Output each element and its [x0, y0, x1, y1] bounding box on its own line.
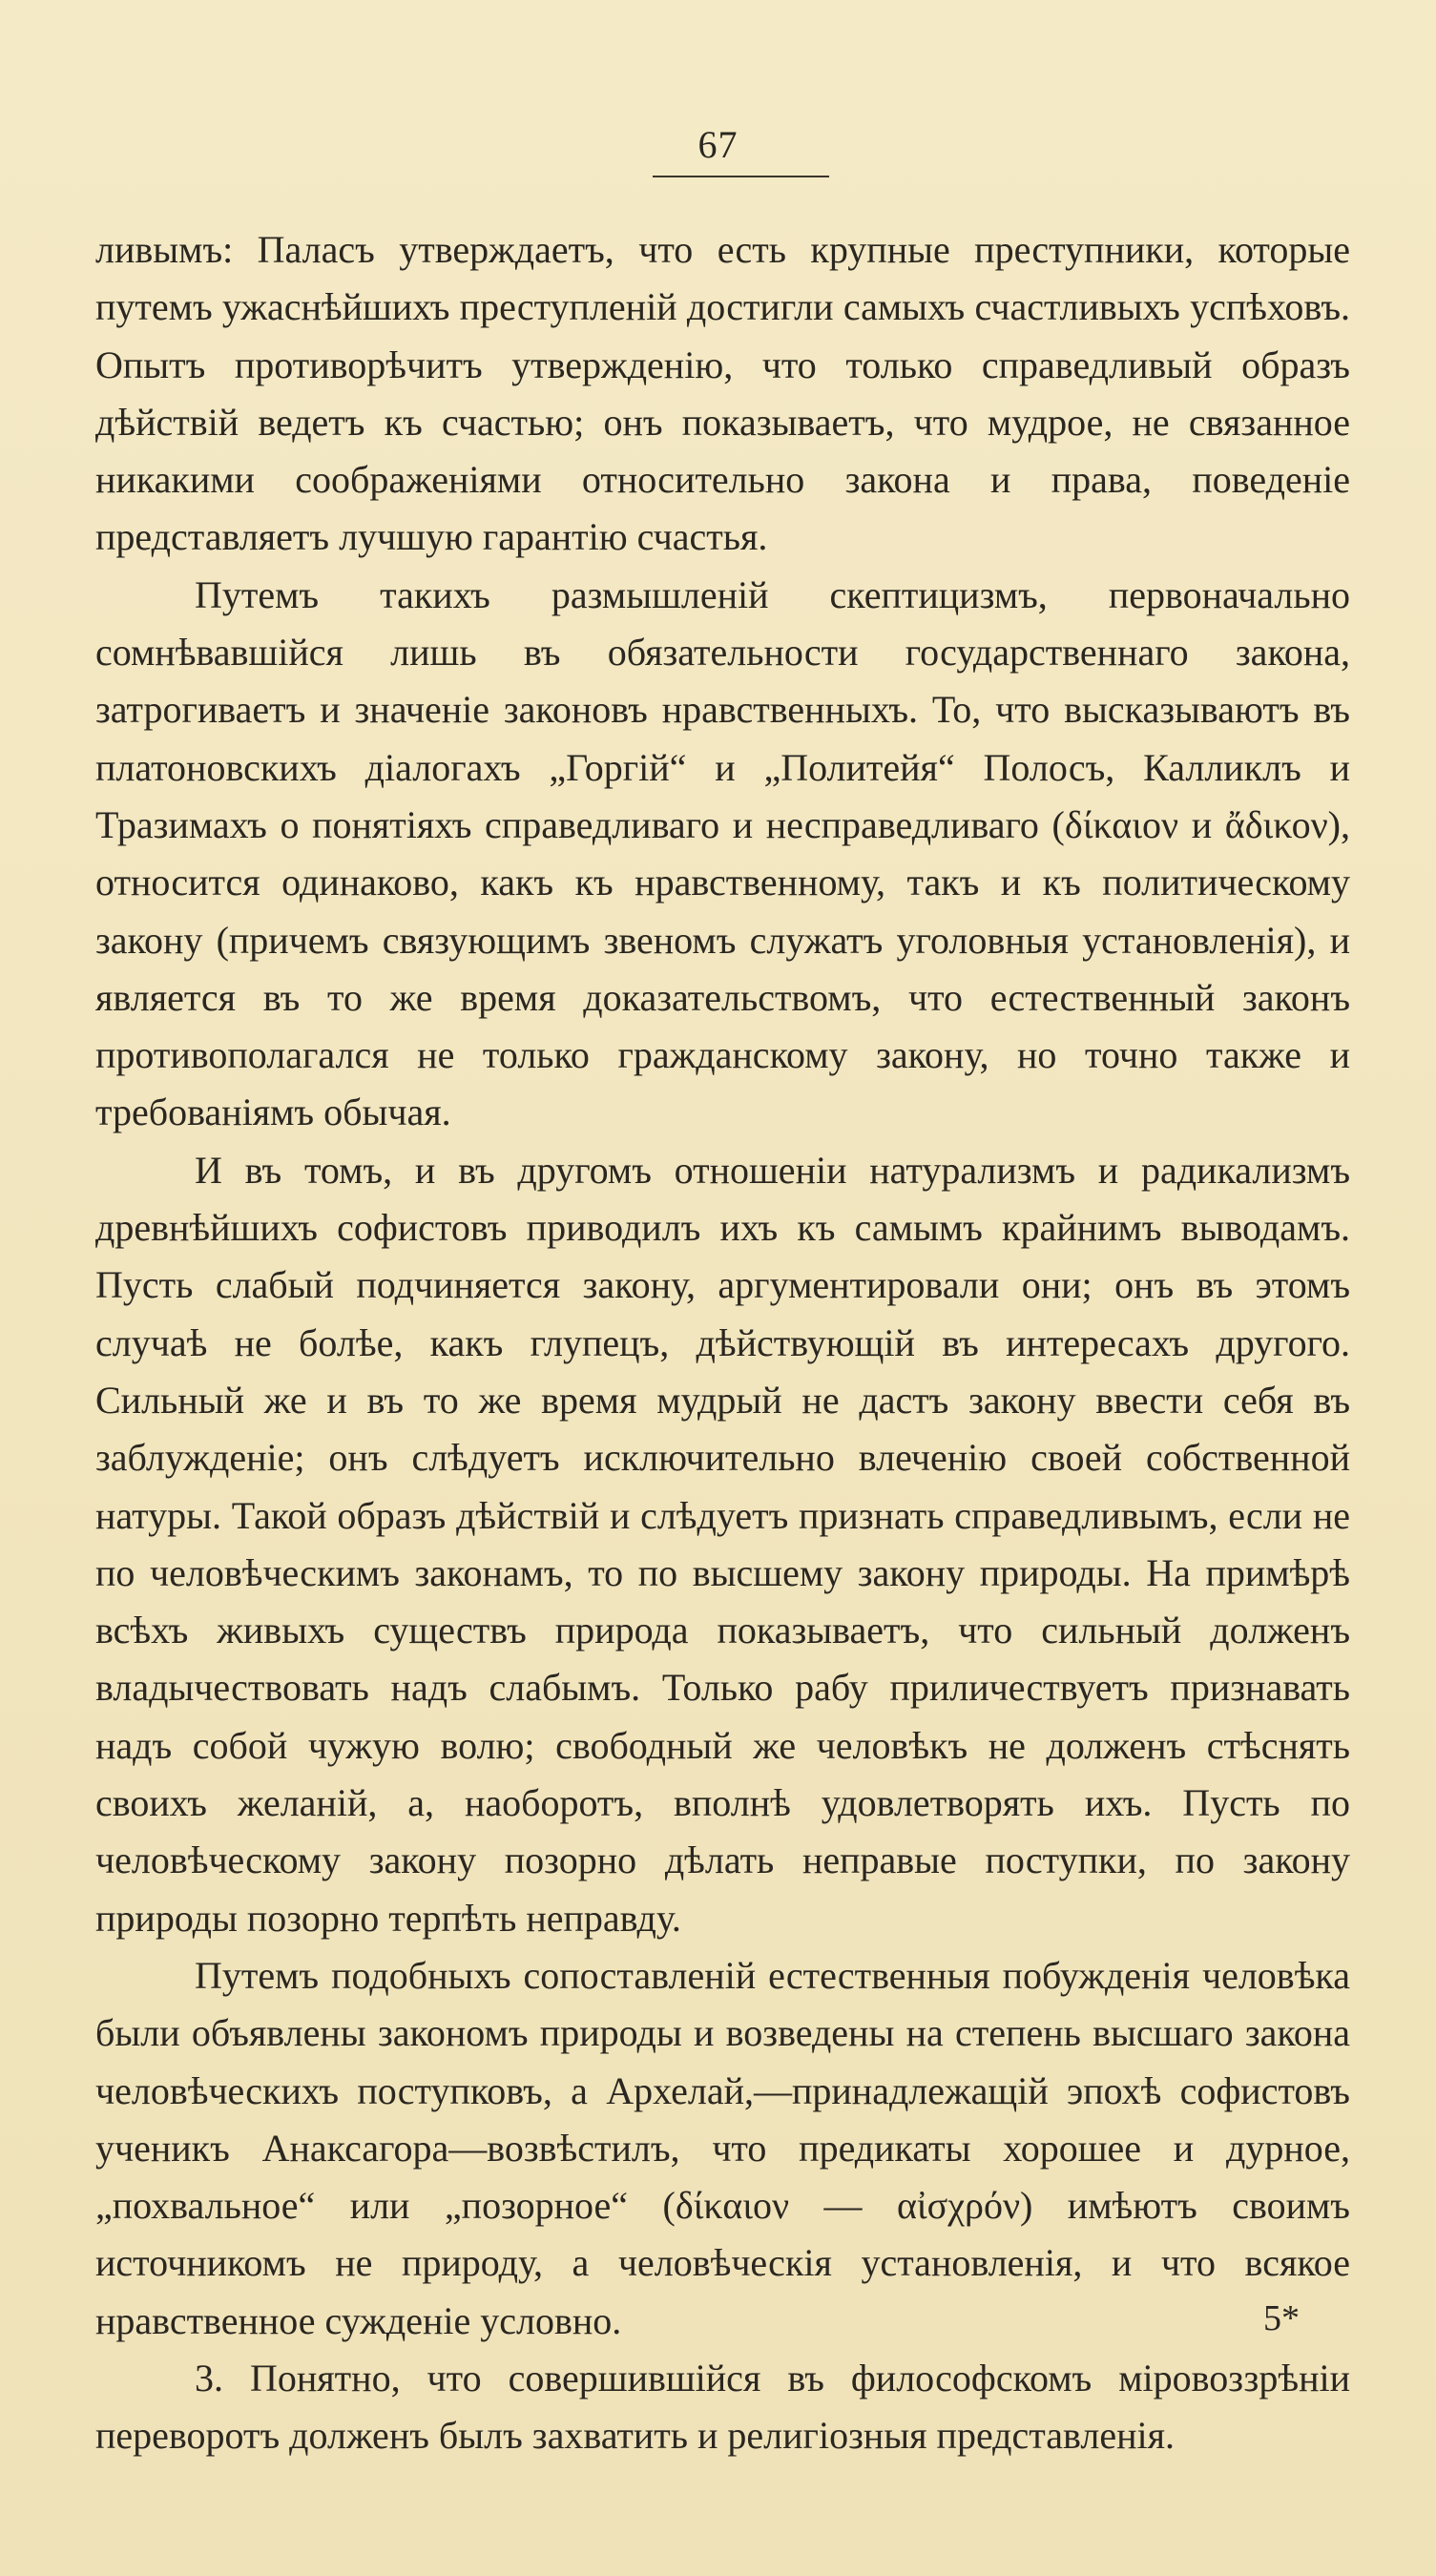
header-rule — [653, 176, 829, 177]
paragraph-naturalism: И въ томъ, и въ другомъ отношеніи натурализмъ и радикализмъ древнѣйшихъ софистовъ приводилъ ихъ къ самымъ крайнимъ выводамъ. Пусть слабый подчиняется закону, аргументировали они; онъ въ этомъ случаѣ не болѣе, какъ глупецъ, дѣйствующій въ интересахъ другого. Сильный же и въ то же время мудрый не дастъ закону ввести себя въ заблужденіе; онъ слѣдуетъ исключительно влеченію своей собственной натуры. Такой образъ дѣйствій и слѣдуетъ признать справедливымъ, если не по человѣческимъ законамъ, то по высшему закону природы. На примѣрѣ всѣхъ живыхъ существъ природа показываетъ, что сильный долженъ владычествовать надъ слабымъ. Только рабу приличествуетъ признавать надъ собой чужую волю; свободный же человѣкъ не долженъ стѣснять своихъ желаній, а, наоборотъ, вполнѣ удовлетворять ихъ. Пусть по человѣческому закону позорно дѣлать неправые поступки, по закону природы позорно терпѣть неправду. — [95, 1148, 1350, 1940]
paragraph-archelaus: Путемъ подобныхъ сопоставленій естественныя побужденія человѣка были объявлены закономъ природы и возведены на степень высшаго закона человѣческихъ поступковъ, а Архелай,—принадлежащій эпохѣ софистовъ ученикъ Анаксагора—возвѣстилъ, что предикаты хорошее и дурное, „похвальное“ или „позорное“ (δίκαιον — αἰσχρόν) имѣютъ своимъ источникомъ не природу, а человѣческія установленія, и что всякое нравственное сужденіе условно. — [95, 1953, 1350, 2342]
page-number: 67 — [697, 123, 739, 166]
body-text — [95, 221, 1350, 2465]
paragraph-skepticism: Путемъ такихъ размышленій скептицизмъ, первоначально сомнѣвавшійся лишь въ обязательности государственнаго закона, затрогиваетъ и значеніе законовъ нравственныхъ. То, что высказываютъ въ платоновскихъ діалогахъ „Горгій“ и „Политейя“ Полосъ, Калликлъ и Тразимахъ о понятіяхъ справедливаго и несправедливаго (δίκαιον и ἄδικον), относится одинаково, какъ къ нравственному, такъ и къ политическому закону (причемъ связующимъ звеномъ служатъ уголовныя установленія), и является въ то же время доказательствомъ, что естественный законъ противополагался не только гражданскому закону, но точно также и требованіямъ обычая. — [95, 572, 1350, 1134]
signature-mark: 5* — [1263, 2298, 1300, 2338]
paragraph-continued: ливымъ: Паласъ утверждаетъ, что есть крупные преступники, которые путемъ ужаснѣйшихъ преступленій достигли самыхъ счастливыхъ успѣховъ. Опытъ противорѣчитъ утвержденію, что только справедливый образъ дѣйствій ведетъ къ счастью; онъ показываетъ, что мудрое, не связанное никакими соображеніями относительно закона и права, поведеніе представляетъ лучшую гарантію счастья. — [95, 228, 1350, 559]
paragraph-section-3: 3. Понятно, что совершившійся въ философскомъ міровоззрѣніи переворотъ долженъ былъ захватить и религіозныя представленія. — [95, 2356, 1350, 2458]
